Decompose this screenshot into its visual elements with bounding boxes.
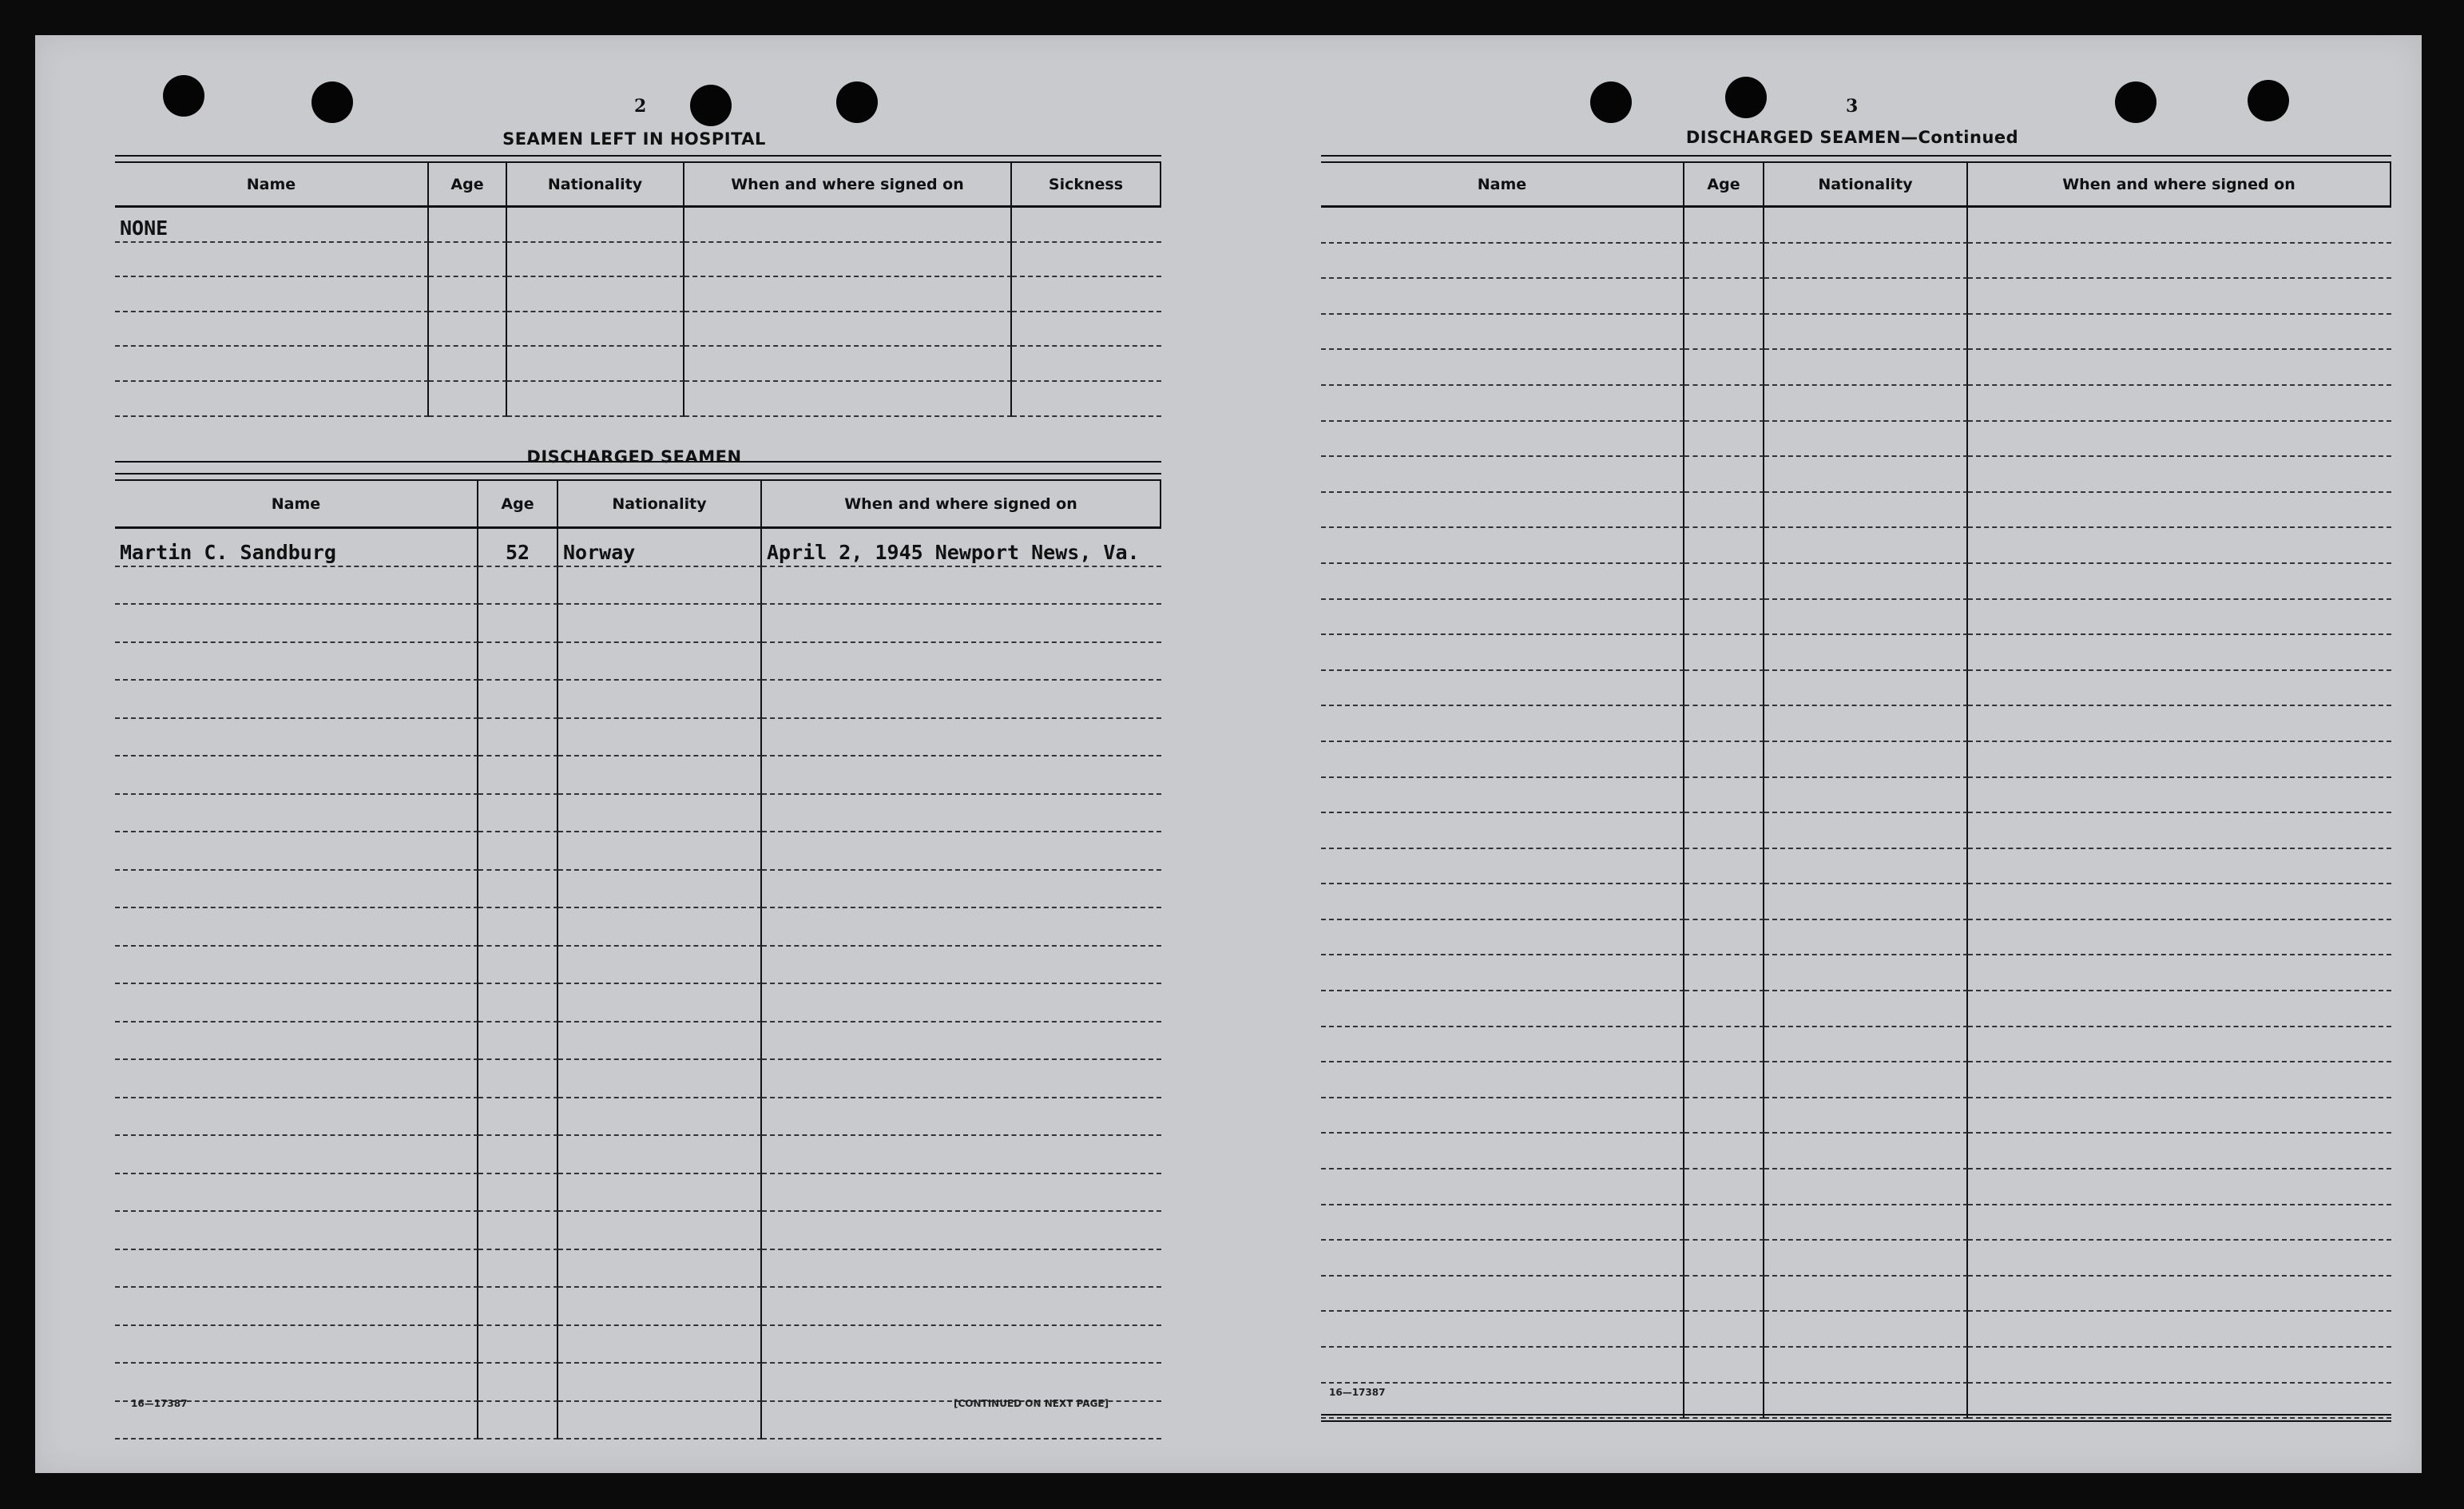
continued-cell <box>1321 955 1684 991</box>
discharged-cell <box>478 1174 558 1213</box>
continued-cell <box>1968 457 2391 493</box>
continued-cell <box>1321 350 1684 386</box>
hospital-cell <box>1012 277 1161 312</box>
discharged-cell <box>762 1060 1161 1098</box>
continued-cell <box>1321 1241 1684 1277</box>
discharged-cell <box>558 756 762 795</box>
form-number-left: 16—17387 <box>131 1398 188 1409</box>
continued-cell <box>1321 813 1684 849</box>
discharged-cell <box>478 756 558 795</box>
continued-cell <box>1968 386 2391 422</box>
continued-cell <box>1968 706 2391 742</box>
hospital-cell <box>507 277 684 312</box>
continued-cell <box>1684 671 1764 707</box>
continued-cell <box>1764 778 1968 814</box>
continued-cell <box>1764 1169 1968 1205</box>
continued-cell <box>1321 1134 1684 1169</box>
continued-cell <box>1684 849 1764 885</box>
hospital-cell <box>1012 208 1161 243</box>
discharged-cell <box>478 605 558 643</box>
continued-cell <box>1321 1062 1684 1098</box>
continued-cell <box>1764 1205 1968 1241</box>
continued-cell <box>1321 1277 1684 1312</box>
discharged-cell <box>115 1326 478 1364</box>
continued-cell <box>1684 920 1764 956</box>
continued-section-title <box>1321 128 2383 147</box>
continued-cell <box>1764 1312 1968 1348</box>
discharged-cell <box>115 947 478 985</box>
continued-title-main: DISCHARGED SEAMEN <box>1685 128 1901 147</box>
continued-cell <box>1764 1027 1968 1063</box>
continued-cell <box>1684 1241 1764 1277</box>
discharged-cell <box>762 567 1161 606</box>
continued-cell <box>1764 1134 1968 1169</box>
continued-cell <box>1764 955 1968 991</box>
hospital-cell <box>429 347 507 382</box>
continued-cell <box>1968 528 2391 564</box>
continued-cell <box>1764 920 1968 956</box>
continued-cell <box>1684 315 1764 351</box>
continued-cell <box>1684 564 1764 600</box>
continued-cell <box>1968 1348 2391 1384</box>
hospital-cell <box>115 312 429 347</box>
continued-cell <box>1968 1205 2391 1241</box>
discharged-cell <box>558 1098 762 1137</box>
hospital-cell <box>507 382 684 417</box>
continued-cell <box>1764 564 1968 600</box>
discharged-cell <box>558 1326 762 1364</box>
continued-cell <box>1968 600 2391 636</box>
punch-hole <box>1590 81 1632 123</box>
continued-cell <box>1764 386 1968 422</box>
continued-cell <box>1321 564 1684 600</box>
continued-cell <box>1684 1062 1764 1098</box>
continued-cell <box>1968 1169 2391 1205</box>
discharged-cell <box>558 567 762 606</box>
continued-cell <box>1321 1205 1684 1241</box>
continued-cell <box>1968 742 2391 778</box>
discharged-header-when-and-where-signed-on: When and where signed on <box>762 481 1161 529</box>
continued-cell <box>1968 1241 2391 1277</box>
continued-cell <box>1684 386 1764 422</box>
punch-hole <box>311 81 353 123</box>
hospital-cell <box>684 382 1012 417</box>
continued-cell <box>1968 244 2391 280</box>
continued-cell <box>1684 813 1764 849</box>
continued-cell <box>1684 208 1764 244</box>
continued-cell <box>1321 884 1684 920</box>
continued-cell <box>1684 1098 1764 1134</box>
hospital-cell <box>115 243 429 278</box>
continued-cell <box>1764 1098 1968 1134</box>
continued-header-when-and-where-signed-on: When and where signed on <box>1968 163 2391 208</box>
continued-cell <box>1764 1241 1968 1277</box>
discharged-cell <box>115 681 478 719</box>
discharged-cell <box>115 1288 478 1326</box>
punch-hole <box>2248 80 2289 121</box>
continued-cell <box>1321 1169 1684 1205</box>
continued-cell <box>1764 315 1968 351</box>
continued-cell <box>1684 1277 1764 1312</box>
continued-cell <box>1764 884 1968 920</box>
discharged-cell <box>558 832 762 871</box>
hospital-cell <box>1012 243 1161 278</box>
discharged-cell <box>762 719 1161 757</box>
hospital-cell <box>115 382 429 417</box>
continued-cell <box>1764 1277 1968 1312</box>
continued-cell <box>1684 1169 1764 1205</box>
continued-cell <box>1968 350 2391 386</box>
discharged-cell <box>558 605 762 643</box>
continued-cell <box>1321 635 1684 671</box>
continued-cell <box>1968 1277 2391 1312</box>
discharged-cell: Martin C. Sandburg <box>115 529 478 567</box>
discharged-cell <box>115 984 478 1023</box>
discharged-cell <box>558 908 762 947</box>
continued-cell <box>1764 457 1968 493</box>
continued-cell <box>1764 991 1968 1027</box>
discharged-section-title: DISCHARGED SEAMEN <box>526 447 742 467</box>
continued-cell <box>1321 920 1684 956</box>
discharged-cell <box>478 1402 558 1440</box>
continued-header-nationality: Nationality <box>1764 163 1968 208</box>
continued-cell <box>1321 457 1684 493</box>
continued-cell <box>1321 706 1684 742</box>
discharged-cell <box>558 1250 762 1289</box>
continued-cell <box>1684 244 1764 280</box>
continued-cell <box>1764 706 1968 742</box>
discharged-cell <box>558 1212 762 1250</box>
hospital-cell <box>507 243 684 278</box>
hospital-header-when-and-where-signed-on: When and where signed on <box>684 163 1012 208</box>
hospital-cell <box>1012 382 1161 417</box>
discharged-cell <box>115 795 478 833</box>
continued-cell <box>1764 849 1968 885</box>
continued-cell <box>1968 955 2391 991</box>
discharged-cell <box>762 756 1161 795</box>
discharged-cell: April 2, 1945 Newport News, Va. <box>762 529 1161 567</box>
discharged-cell <box>558 719 762 757</box>
hospital-cell <box>429 382 507 417</box>
hospital-cell <box>115 277 429 312</box>
hospital-cell <box>684 243 1012 278</box>
page-number-right: 3 <box>1846 96 1859 117</box>
discharged-cell <box>558 984 762 1023</box>
continued-cell <box>1968 422 2391 458</box>
discharged-cell <box>762 1136 1161 1174</box>
discharged-cell <box>115 1060 478 1098</box>
hospital-cell <box>429 243 507 278</box>
continued-cell <box>1321 671 1684 707</box>
continued-cell <box>1684 422 1764 458</box>
continued-cell <box>1764 528 1968 564</box>
continued-cell <box>1321 493 1684 529</box>
discharged-cell <box>558 1364 762 1402</box>
continued-cell <box>1321 279 1684 315</box>
continued-cell <box>1764 813 1968 849</box>
continued-cell <box>1764 1348 1968 1384</box>
discharged-cell <box>478 1136 558 1174</box>
discharged-cell <box>762 1364 1161 1402</box>
discharged-cell <box>762 1212 1161 1250</box>
hospital-cell <box>1012 347 1161 382</box>
continued-cell <box>1968 635 2391 671</box>
discharged-cell <box>558 795 762 833</box>
discharged-cell <box>115 832 478 871</box>
continued-cell <box>1968 884 2391 920</box>
discharged-cell <box>762 795 1161 833</box>
continued-cell <box>1968 208 2391 244</box>
continued-cell <box>1684 1348 1764 1384</box>
continued-cell <box>1764 600 1968 636</box>
discharged-cell <box>558 643 762 681</box>
hospital-table <box>115 155 1161 465</box>
continued-cell <box>1684 1027 1764 1063</box>
continued-cell <box>1764 1062 1968 1098</box>
discharged-cell <box>115 1136 478 1174</box>
punch-hole <box>163 75 204 117</box>
discharged-cell <box>115 756 478 795</box>
discharged-cell <box>478 567 558 606</box>
continued-cell <box>1968 1027 2391 1063</box>
discharged-cell <box>762 1250 1161 1289</box>
discharged-cell <box>762 1023 1161 1061</box>
continued-cell <box>1764 279 1968 315</box>
continued-cell <box>1684 1312 1764 1348</box>
discharged-cell <box>762 681 1161 719</box>
continued-cell <box>1321 1027 1684 1063</box>
discharged-cell <box>558 681 762 719</box>
discharged-cell <box>558 871 762 909</box>
continued-header-name: Name <box>1321 163 1684 208</box>
continued-cell <box>1321 422 1684 458</box>
continued-cell <box>1321 849 1684 885</box>
hospital-cell <box>1012 312 1161 347</box>
discharged-cell <box>115 643 478 681</box>
continued-cell <box>1684 778 1764 814</box>
hospital-cell <box>115 347 429 382</box>
continued-header-age: Age <box>1684 163 1764 208</box>
discharged-cell <box>115 1023 478 1061</box>
page-number-left: 2 <box>634 96 647 117</box>
continued-cell <box>1684 1205 1764 1241</box>
continued-cell <box>1684 635 1764 671</box>
discharged-cell <box>762 643 1161 681</box>
discharged-cell <box>558 1402 762 1440</box>
discharged-cell <box>115 1098 478 1137</box>
discharged-cell <box>762 1326 1161 1364</box>
continued-cell <box>1968 279 2391 315</box>
hospital-cell <box>684 347 1012 382</box>
hospital-cell: NONE <box>115 208 429 243</box>
discharged-header-name: Name <box>115 481 478 529</box>
discharged-cell <box>762 871 1161 909</box>
discharged-cell <box>478 984 558 1023</box>
discharged-cell <box>762 947 1161 985</box>
continued-cell <box>1764 742 1968 778</box>
continued-cell <box>1968 564 2391 600</box>
discharged-cell <box>762 1288 1161 1326</box>
punch-hole <box>1725 77 1767 118</box>
continued-cell <box>1968 1134 2391 1169</box>
continued-cell <box>1684 600 1764 636</box>
discharged-cell <box>478 681 558 719</box>
continued-cell <box>1968 778 2391 814</box>
discharged-cell <box>115 908 478 947</box>
discharged-cell <box>558 947 762 985</box>
hospital-header-name: Name <box>115 163 429 208</box>
continued-cell <box>1968 1312 2391 1348</box>
discharged-cell <box>478 1023 558 1061</box>
hospital-cell <box>684 277 1012 312</box>
continued-cell <box>1764 635 1968 671</box>
discharged-cell <box>115 871 478 909</box>
discharged-cell <box>478 1250 558 1289</box>
continued-cell <box>1764 244 1968 280</box>
discharged-cell <box>478 1364 558 1402</box>
continued-cell <box>1684 457 1764 493</box>
continued-cell <box>1321 1098 1684 1134</box>
continued-cell <box>1764 671 1968 707</box>
discharged-cell <box>115 1364 478 1402</box>
continued-cell <box>1321 244 1684 280</box>
continued-cell <box>1321 528 1684 564</box>
discharged-cell <box>478 1060 558 1098</box>
discharged-cell <box>478 832 558 871</box>
discharged-cell <box>115 1174 478 1213</box>
continued-cell <box>1968 493 2391 529</box>
discharged-cell <box>558 1060 762 1098</box>
hospital-cell <box>684 208 1012 243</box>
discharged-cell <box>762 984 1161 1023</box>
hospital-cell <box>429 312 507 347</box>
discharged-cell: 52 <box>478 529 558 567</box>
continued-cell <box>1321 208 1684 244</box>
hospital-cell <box>684 312 1012 347</box>
continued-cell <box>1684 350 1764 386</box>
punch-hole <box>2115 81 2156 123</box>
continued-cell <box>1321 600 1684 636</box>
continued-cell <box>1321 742 1684 778</box>
discharged-cell <box>478 908 558 947</box>
discharged-cell <box>762 1098 1161 1137</box>
hospital-cell <box>429 208 507 243</box>
discharged-cell <box>478 947 558 985</box>
discharged-cell <box>558 1174 762 1213</box>
continued-cell <box>1684 991 1764 1027</box>
continued-cell <box>1321 386 1684 422</box>
continued-cell <box>1764 350 1968 386</box>
continued-cell <box>1684 279 1764 315</box>
discharged-cell <box>478 1326 558 1364</box>
discharged-cell <box>558 1136 762 1174</box>
continued-cell <box>1764 493 1968 529</box>
discharged-header-age: Age <box>478 481 558 529</box>
continued-cell <box>1968 1098 2391 1134</box>
discharged-cell <box>115 1212 478 1250</box>
punch-hole <box>690 85 732 126</box>
hospital-header-nationality: Nationality <box>507 163 684 208</box>
discharged-cell <box>478 643 558 681</box>
continued-cell <box>1764 422 1968 458</box>
continued-cell <box>1684 955 1764 991</box>
discharged-continued-table <box>1321 155 2391 1422</box>
hospital-section-title: SEAMEN LEFT IN HOSPITAL <box>502 129 766 149</box>
continued-cell <box>1968 1062 2391 1098</box>
discharged-cell <box>478 1212 558 1250</box>
hospital-cell <box>429 277 507 312</box>
discharged-cell <box>115 1250 478 1289</box>
continued-cell <box>1764 208 1968 244</box>
discharged-table <box>115 473 1161 1430</box>
continued-cell <box>1321 1312 1684 1348</box>
hospital-header-age: Age <box>429 163 507 208</box>
continued-cell <box>1321 991 1684 1027</box>
continued-cell <box>1321 778 1684 814</box>
discharged-header-nationality: Nationality <box>558 481 762 529</box>
continued-cell <box>1684 706 1764 742</box>
continued-cell <box>1321 1348 1684 1384</box>
continued-cell <box>1968 671 2391 707</box>
discharged-cell <box>478 1098 558 1137</box>
discharged-cell <box>558 1023 762 1061</box>
continued-cell <box>1684 493 1764 529</box>
discharged-cell <box>558 1288 762 1326</box>
continued-cell <box>1684 1134 1764 1169</box>
hospital-cell <box>507 312 684 347</box>
continued-cell <box>1968 813 2391 849</box>
discharged-cell <box>762 832 1161 871</box>
discharged-cell <box>115 605 478 643</box>
discharged-cell <box>762 605 1161 643</box>
hospital-header-sickness: Sickness <box>1012 163 1161 208</box>
discharged-cell: Norway <box>558 529 762 567</box>
discharged-cell <box>478 719 558 757</box>
document-sheet <box>35 35 2422 1473</box>
continued-cell <box>1968 849 2391 885</box>
discharged-cell <box>478 871 558 909</box>
continued-cell <box>1684 884 1764 920</box>
discharged-cell <box>762 908 1161 947</box>
continued-title-suffix: —Continued <box>1900 128 2019 147</box>
continued-cell <box>1684 742 1764 778</box>
continued-cell <box>1968 920 2391 956</box>
discharged-cell <box>115 567 478 606</box>
discharged-cell <box>762 1174 1161 1213</box>
continued-note: [CONTINUED ON NEXT PAGE] <box>954 1398 1109 1409</box>
continued-cell <box>1968 315 2391 351</box>
discharged-cell <box>115 719 478 757</box>
discharged-cell <box>478 795 558 833</box>
punch-hole <box>836 81 878 123</box>
hospital-cell <box>507 347 684 382</box>
hospital-cell <box>507 208 684 243</box>
discharged-cell <box>478 1288 558 1326</box>
continued-cell <box>1321 315 1684 351</box>
form-number-right: 16—17387 <box>1329 1387 1386 1398</box>
continued-cell <box>1968 991 2391 1027</box>
continued-cell <box>1684 528 1764 564</box>
